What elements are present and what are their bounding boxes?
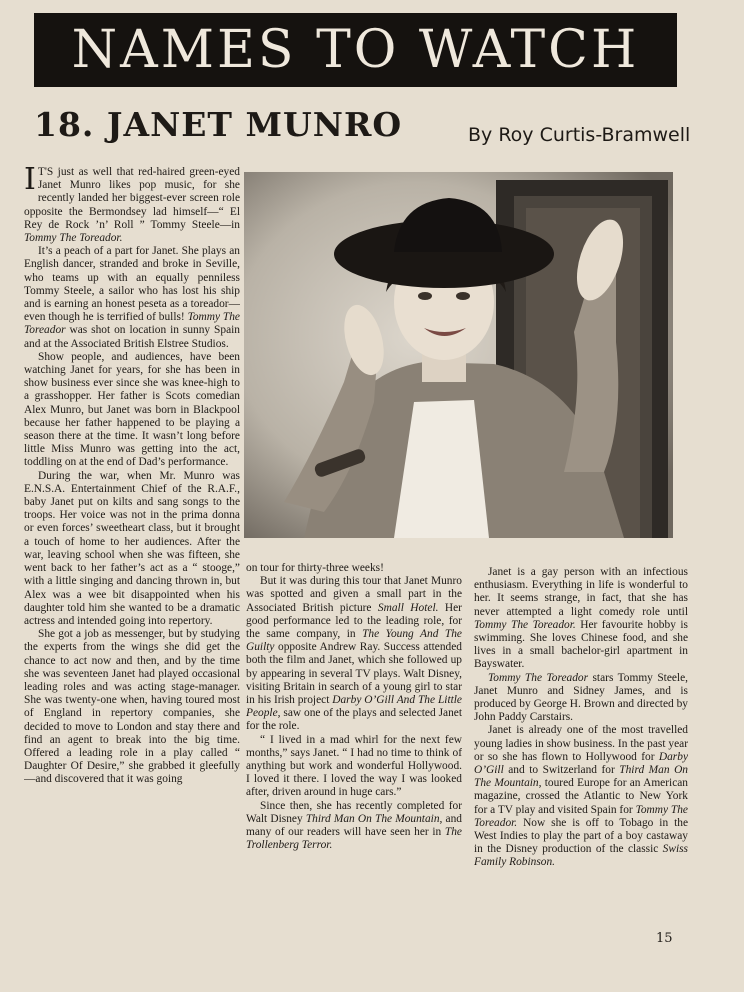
text-run: Her good performance led to the leading role, for the same company, in <box>246 601 462 641</box>
paragraph: Show people, and audiences, have been watching Janet for years, for she has been in show business ever since she was knee-high to a grasshopper. Her father is Scots comedian Alex Munro, but Janet was born in Blackpool because her father happened to be playing a season there at the time. It wasn’t long before little Miss Munro was getting into the act, toddling on at the end of Dad’s performance. <box>24 350 240 469</box>
article-column-1 <box>24 166 240 940</box>
page-number: 15 <box>656 931 673 946</box>
text-run: saw one of the plays and selected Janet for the role. <box>246 707 462 733</box>
film-title: Tommy The Toreador. <box>474 618 576 631</box>
film-title: Darby O’Gill And The Little People, <box>246 694 462 720</box>
paragraph <box>474 724 688 869</box>
article-column-2 <box>246 562 462 942</box>
film-title: Swiss Family Robinson. <box>474 843 688 869</box>
paragraph <box>24 166 240 245</box>
paragraph: During the war, when Mr. Munro was E.N.S.A. Entertainment Chief of the R.A.F., baby Janet put on kilts and sang songs to the troops. Her voice was not in the prima donna or even forces’ sweetheart class, but it brought a touch of home to her audiences. After the war, leaving school when she was fifteen, she went back to her father’s act as a “ stooge,” with a little singing and dancing thrown in, but Alex was a wee bit disappointed when his daughter told him she wanted to be a dramatic actress and intended going into repertory. <box>24 469 240 627</box>
film-title: The Trollenberg Terror. <box>246 826 462 852</box>
text-run: Since then, she has recently completed for Walt Disney <box>246 799 462 825</box>
text-run: toured Europe for an American magazine, crossed the Atlantic to New York for a TV play and visited Spain for <box>474 777 688 816</box>
film-title: Third Man On The Mountain, <box>305 812 443 825</box>
text-run: stars Tommy Steele, Janet Munro and Sidney James, and is produced by George H. Brown and directed by John Paddy Carstairs. <box>474 671 688 724</box>
drop-cap: I <box>24 166 36 197</box>
banner-title: NAMES TO WATCH <box>71 20 640 80</box>
text-run: Now she is off to Tobago in the West Indies to play the part of a boy castaway in the Disney production of the classic <box>474 816 688 856</box>
text-run: and to Switzerland for <box>503 764 620 777</box>
text-run: and many of our readers will have seen her in <box>246 812 462 839</box>
section-banner <box>34 13 677 87</box>
portrait-illustration <box>244 172 673 538</box>
film-title: Tommy The Toreador <box>488 671 589 684</box>
article-byline: By Roy Curtis-Bramwell <box>468 124 691 146</box>
film-title: Small Hotel. <box>377 601 439 614</box>
paragraph <box>246 575 462 733</box>
article-column-3 <box>474 566 688 932</box>
article-headline: 18. JANET MUNRO <box>34 105 403 144</box>
text-run: Janet is a gay person with an infectious enthusiasm. Everything in life is wonderful to her. It seems strange, in fact, that she has never attempted a light comedy role until <box>474 566 688 618</box>
text-run: It’s a peach of a part for Janet. She plays an English dancer, stranded and broke in Seville, who teams up with an equally penniless Tommy Steele, a sailor who has lost his ship and is earning an honest peseta as a toreador—even though he is terrified of bulls! <box>24 245 240 324</box>
film-title: Tommy The Toreador <box>24 311 240 337</box>
film-title: Third Man On The Mountain, <box>474 764 688 790</box>
paragraph: She got a job as messenger, but by studying the experts from the wings she did get the chance to act now and then, and by the time she was seventeen Janet had played occasional leading roles and was acting stage-manager. She was twenty-one when, having toured most of England in repertory companies, she decided to move to London and stay there and find an agent to break into the big time. Offered a leading role in a play called “ Daughter Of Desire,” she grabbed it gleefully—and discovered that it was going <box>24 628 240 786</box>
film-title: Darby O’Gill <box>474 750 688 777</box>
paragraph: “ I lived in a mad whirl for the next few months,” says Janet. “ I had no time to think of anything but work and wonderful Hollywood. I loved it there. I loved the way I was looked after, driven around in huge cars.” <box>246 733 462 799</box>
paragraph <box>474 566 688 672</box>
text-run: Her favourite hobby is swimming. She loves Chinese food, and she lives in a small bachelor-girl apartment in Bayswater. <box>474 618 688 671</box>
paragraph <box>246 800 462 853</box>
paragraph <box>474 672 688 725</box>
film-title: Tommy The Toreador. <box>24 232 123 245</box>
text-run: But it was during this tour that Janet Munro was spotted and given a small part in the Associated British picture <box>246 575 462 614</box>
text-run: opposite Andrew Ray. Success attended both the film and Janet, which she followed up by appearing in several TV plays. Walt Disney, visiting Britain in search of a young girl to star in his Irish project <box>246 641 462 707</box>
text-run: was shot on location in sunny Spain and at the Associated British Elstree Studios. <box>24 324 240 350</box>
film-title: The Young And The Guilty <box>246 628 462 654</box>
film-title: Tommy The Toreador. <box>474 803 688 829</box>
paragraph: on tour for thirty-three weeks! <box>246 562 384 574</box>
paragraph <box>24 245 240 351</box>
portrait-photo <box>244 172 673 538</box>
text-run: Janet is already one of the most travelled young ladies in show business. In the past year or so she has flown to Hollywood for <box>474 724 688 763</box>
text-run: T'S just as well that red-haired green-eyed Janet Munro likes pop music, for she recently landed her biggest-ever screen role opposite the Bermondsey lad himself—“ El Rey de Rock ’n’ Roll ” Tommy Steele—in <box>24 166 240 231</box>
